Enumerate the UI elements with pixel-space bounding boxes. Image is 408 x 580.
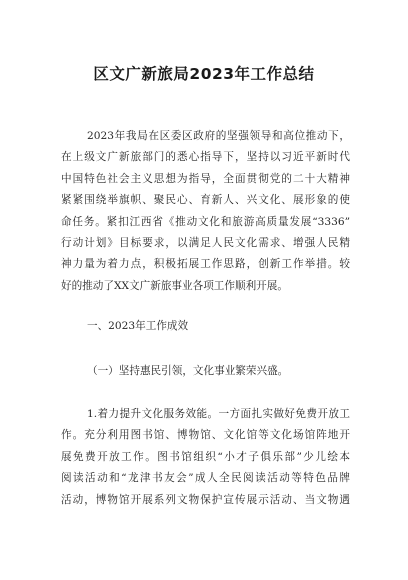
document-title: 区文广新旅局2023年工作总结 (93, 65, 315, 83)
paragraph-line: 1.着力提升文化服务效能。一方面扎实做好免费开放工 (87, 408, 350, 420)
intro-paragraph (61, 126, 350, 297)
paragraph-line: 好的推动了XX文广新旅事业各项工作顺利开展。 (61, 279, 288, 292)
paragraph-line: 活动，博物馆开展系列文物保护宣传展示活动、当文物遇 (61, 493, 350, 506)
subsection-heading: （一）坚持惠民引领，文化事业繁荣兴盛。 (87, 365, 289, 377)
paragraph-line: 2023年我局在区委区政府的坚强领导和高位推动下， (87, 130, 350, 142)
paragraph-line: 作。充分利用图书馆、博物馆、文化馆等文化场馆阵地开 (61, 429, 350, 442)
paragraph-line: 行动计划》目标要求，以满足人民文化需求、增强人民精 (61, 237, 350, 250)
paragraph-line: 神力量为着力点，积极拓展工作思路，创新工作举措。较 (61, 258, 350, 271)
paragraph-line: 展免费开放工作。图书馆组织“小才子俱乐部”少儿绘本 (61, 450, 350, 463)
paragraph-line: 紧紧围绕举旗帜、聚民心、育新人、兴文化、展形象的使 (61, 194, 350, 207)
paragraph-line: 在上级文广新旅部门的悉心指导下，坚持以习近平新时代 (61, 151, 350, 164)
paragraph-line: 命任务。紧扣江西省《推动文化和旅游高质量发展“3336” (61, 215, 350, 228)
section-heading: 一、2023年工作成效 (87, 320, 189, 332)
paragraph-line: 阅读活动和“龙津书友会”成人全民阅读活动等特色品牌 (61, 472, 350, 485)
paragraph-line: 中国特色社会主义思想为指导，全面贯彻党的二十大精神 (61, 172, 350, 185)
item-paragraph (61, 404, 350, 511)
